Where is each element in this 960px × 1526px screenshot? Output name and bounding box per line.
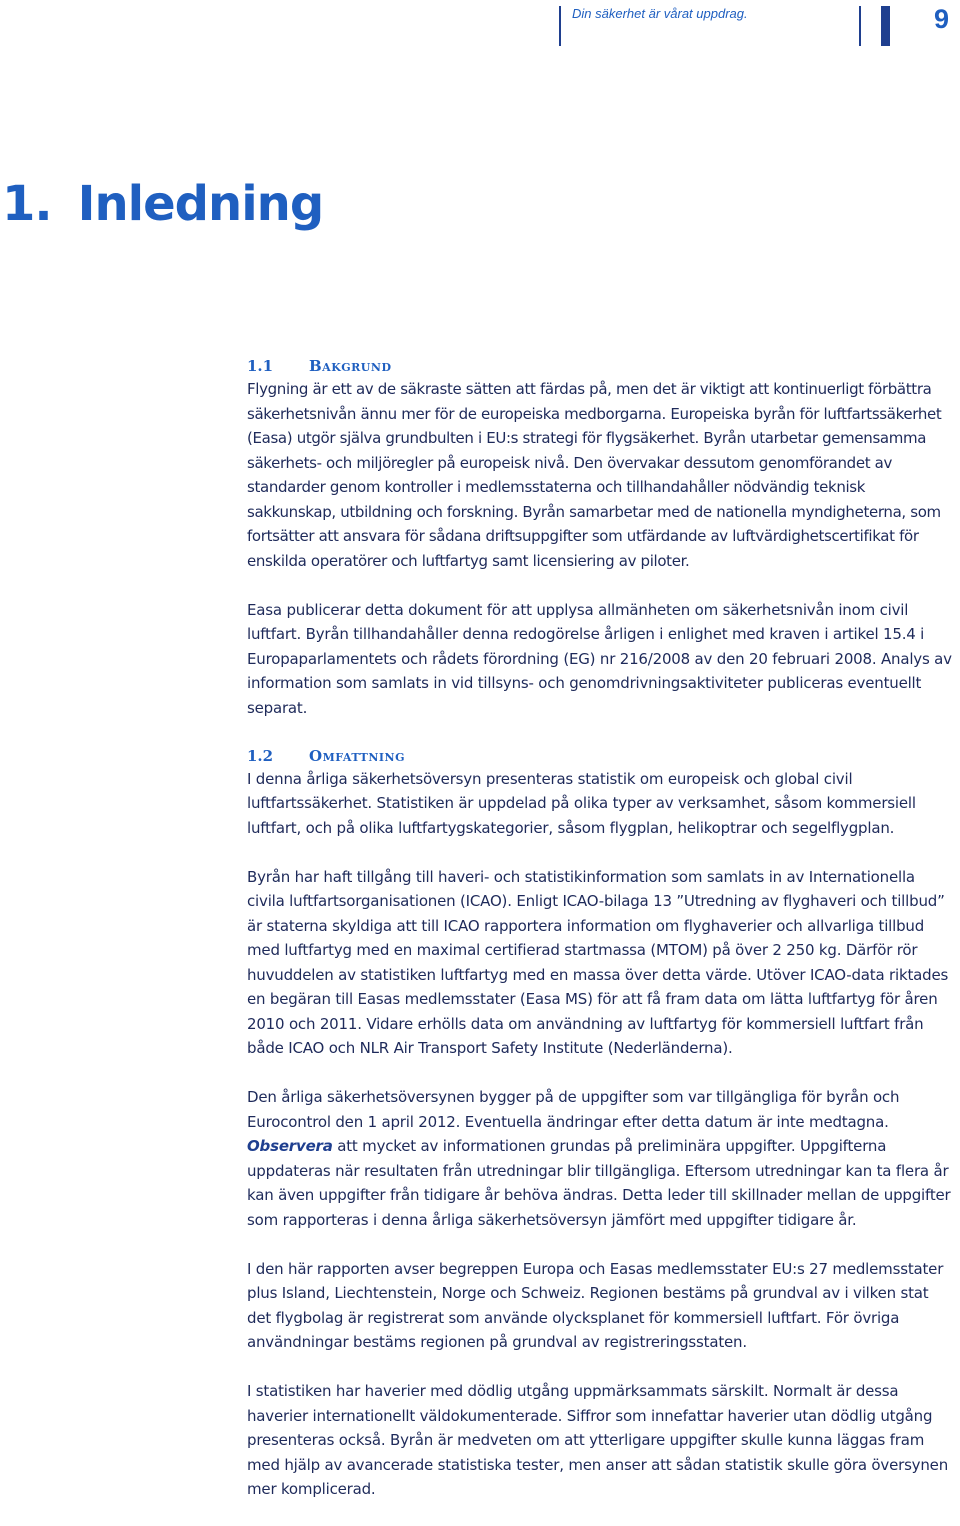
paragraph-text: att mycket av informationen grundas på preliminära uppgifter. Uppgifterna uppdateras när resultaten från utredningar blir tillgängliga. Eftersom utredningar kan ta flera år kan även uppgifter från tidigare år behöva ändras. Detta leder till skillnader mellan de uppgifter som rapporteras i denna årliga säkerhetsöversyn jämfört med uppgifter tidigare år. xyxy=(247,1137,951,1229)
paragraph: Flygning är ett av de säkraste sätten att färdas på, men det är viktigt att kontinuerligt förbättra säkerhetsnivån ännu mer för de europeiska medborgarna. Europeiska byrån för luftfartssäkerhet (Easa) utgör själva grundbulten i EU:s strategi för flygsäkerhet. Byrån utarbetar gemensamma säkerhets- och miljöregler på europeisk nivå. Den övervakar dessutom genomförandet av standarder genom kontroller i medlemsstaterna och tillhandahåller nödvändig teknisk sakkunskap, utbildning och forskning. Byrån samarbetar med de nationella myndigheterna, som fortsätter att ansvara för sådana driftsuppgifter som utfärdande av luftvärdighetscertifikat för enskilda operatörer och luftfartyg samt licensiering av piloter. xyxy=(247,380,942,570)
paragraph: I statistiken har haverier med dödlig utgång uppmärksammats särskilt. Normalt är dessa haverier internationellt väldokumenterade. Siffror som innefattar haverier utan dödlig utgång presenteras också. Byrån är medveten om att ytterligare uppgifter skulle kunna läggas fram med hjälp av avancerade statistiska tester, men anser att sådan statistik skulle göra översynen mer komplicerad. xyxy=(247,1382,949,1498)
paragraph: I den här rapporten avser begreppen Europa och Easas medlemsstater EU:s 27 medlemsstater plus Island, Liechtenstein, Norge och Schweiz. Regionen bestäms på grundval av i vilken stat det flygbolag är registrerat som använde olycksplanet för kommersiell luftfart. För övriga användningar bestäms regionen på grundval av registreringsstaten. xyxy=(247,1259,944,1351)
emphasis-observera: Observera xyxy=(247,1137,333,1155)
header-rule-right xyxy=(859,6,861,46)
paragraph: Easa publicerar detta dokument för att upplysa allmänheten om säkerhetsnivån inom civil luftfart. Byrån tillhandahåller denna redogörelse årligen i enlighet med kraven i artikel 15.4 i Europaparlamentets och rådets förordning (EG) nr 216/2008 av den 20 februari 2008. Analys av information som samlats in vid tillsyns- och genomdrivningsaktiviteter publiceras eventuellt separat. xyxy=(247,600,952,717)
section-heading-omfattning xyxy=(247,745,957,767)
section-title: Bakgrund xyxy=(309,357,392,375)
header-tagline: Din säkerhet är vårat uppdrag. xyxy=(572,6,748,21)
header-rule-left xyxy=(559,6,561,46)
paragraph xyxy=(247,1085,957,1232)
paragraph: Byrån har haft tillgång till haveri- och statistikinformation som samlats in av Internationella civila luftfartsorganisationen (ICAO). Enligt ICAO-bilaga 13 ”Utredning av flyghaveri och tillbud” är staterna skyldiga att till ICAO rapportera information om flyghaverier och allvarliga tillbud med luftfartyg med en maximal certifierad startmassa (MTOM) på över 2 250 kg. Därför rör huvuddelen av statistiken luftfartyg med en massa över detta värde. Utöver ICAO-data riktades en begäran till Easas medlemsstater (Easa MS) för att få fram data om lätta luftfartyg för åren 2010 och 2011. Vidare erhölls data om användning av luftfartyg för kommersiell luftfart från både ICAO och NLR Air Transport Safety Institute (Nederländerna). xyxy=(247,867,949,1057)
section-number: 1.2 xyxy=(247,746,274,765)
paragraph: I denna årliga säkerhetsöversyn presenteras statistik om europeisk och global civil luftfartssäkerhet. Statistiken är uppdelad på olika typer av verksamhet, såsom kommersiell luftfart, och på olika luftfartygskategorier, såsom flygplan, helikoptrar och segelflygplan. xyxy=(247,769,916,837)
main-content xyxy=(247,355,957,1526)
chapter-title xyxy=(2,176,323,232)
section-title: Omfattning xyxy=(309,746,405,765)
paragraph-text: Den årliga säkerhetsöversynen bygger på de uppgifter som var tillgängliga för byrån och Eurocontrol den 1 april 2012. Eventuella ändringar efter detta datum är inte medtagna. xyxy=(247,1088,900,1131)
section-number: 1.1 xyxy=(247,357,274,375)
page-number: 9 xyxy=(934,4,950,34)
header-accent-bar xyxy=(881,6,890,46)
section-heading-bakgrund xyxy=(247,355,957,377)
chapter-number: 1. xyxy=(2,176,52,232)
chapter-title-text: Inledning xyxy=(77,176,324,232)
